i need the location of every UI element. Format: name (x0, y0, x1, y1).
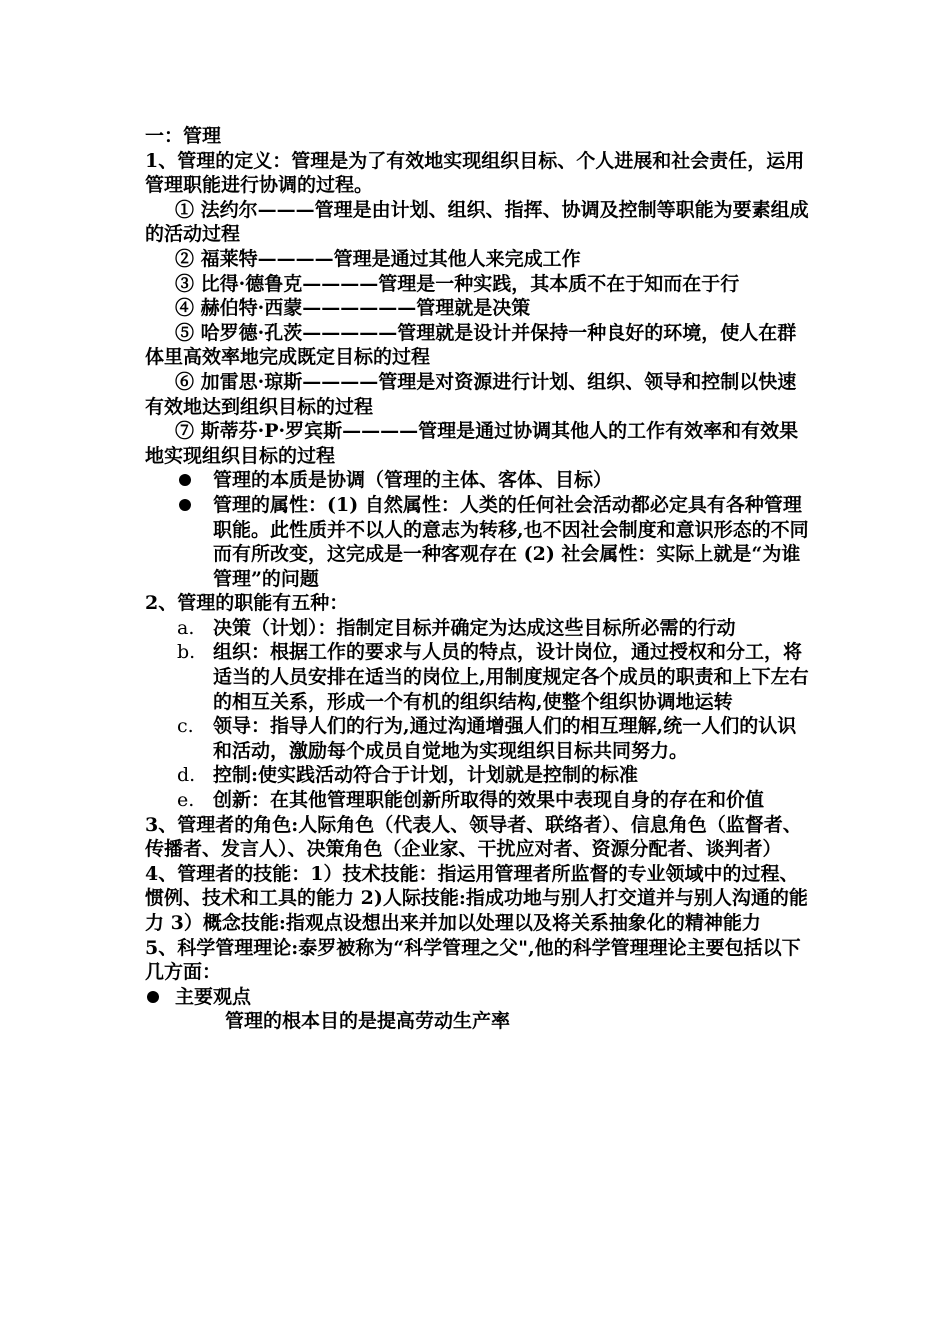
function-item (145, 714, 810, 763)
list-marker: a. (177, 616, 195, 639)
bullet-text: 管理的属性：(1) 自然属性：人类的任何社会活动都必定具有各种管理职能。此性质并不以人的意志为转移,也不因社会制度和意识形态的不同而有所改变，这完成是一种客观存在 (2) 社会属性：实际上就是“为谁管理”的问题 (213, 493, 809, 590)
function-text: 组织：根据工作的要求与人员的特点，设计岗位，通过授权和分工，将适当的人员安排在适当的岗位上,用制度规定各个成员的职责和上下左右的相互关系，形成一个有机的组织结构,使整个组织协调地运转 (213, 641, 809, 713)
section-heading: 一：管理 (145, 125, 222, 147)
definition-item: ⑥ 加雷思·琼斯————管理是对资源进行计划、组织、领导和控制以快速有效地达到组织目标的过程 (145, 370, 797, 418)
definition-item: ④ 赫伯特·西蒙——————管理就是决策 (175, 297, 531, 320)
bullet-text: 主要观点 (175, 985, 252, 1008)
function-item (145, 640, 810, 714)
skills-paragraph: 4、管理者的技能：1）技术技能：指运用管理者所监督的专业领域中的过程、惯例、技术和工具的能力 2)人际技能:指成功地与别人打交道并与别人沟通的能力 3）概念技能:指观点设想出来并加以处理以及将关系抽象化的精神能力 (145, 862, 808, 934)
functions-intro: 2、管理的职能有五种： (145, 592, 349, 615)
function-text: 领导：指导人们的行为,通过沟通增强人们的相互理解,统一人们的认识和活动，激励每个成员自觉地为实现组织目标共同努力。 (213, 715, 797, 762)
definition-item: ② 福莱特————管理是通过其他人来完成工作 (175, 247, 581, 270)
bullet-dot-icon (179, 499, 191, 511)
definition-item: ③ 比得·德鲁克————管理是一种实践，其本质不在于知而在于行 (175, 272, 740, 295)
list-marker: e. (177, 789, 195, 812)
roles-paragraph: 3、管理者的角色:人际角色（代表人、领导者、联络者）、信息角色（监督者、传播者、发言人）、决策角色（企业家、干扰应对者、资源分配者、谈判者） (145, 813, 802, 861)
document-body (145, 124, 810, 1034)
bullet-item (145, 468, 810, 493)
bullet-item (145, 985, 810, 1010)
scientific-management-intro: 5、科学管理理论:泰罗被称为“科学管理之父",他的科学管理理论主要包括以下几方面： (145, 936, 801, 984)
list-marker: b. (177, 641, 196, 664)
definition-item: ⑤ 哈罗德·孔茨—————管理就是设计并保持一种良好的环境，使人在群体里高效率地完成既定目标的过程 (145, 321, 797, 369)
list-marker: c. (177, 715, 194, 738)
definition-item: ① 法约尔———管理是由计划、组织、指挥、协调及控制等职能为要素组成的活动过程 (145, 198, 809, 246)
function-item (145, 763, 810, 788)
function-item (145, 788, 810, 813)
definition-item: ⑦ 斯蒂芬·P·罗宾斯————管理是通过协调其他人的工作有效率和有效果地实现组织目标的过程 (145, 420, 799, 467)
bullet-dot-icon (147, 991, 159, 1003)
bullet-text: 管理的本质是协调（管理的主体、客体、目标） (213, 469, 613, 492)
function-text: 控制:使实践活动符合于计划，计划就是控制的标准 (213, 764, 639, 787)
bullet-item (145, 493, 810, 591)
function-item (145, 616, 810, 641)
list-marker: d. (177, 764, 196, 787)
function-text: 创新：在其他管理职能创新所取得的效果中表现自身的存在和价值 (213, 789, 765, 812)
sub-point: 管理的根本目的是提高劳动生产率 (225, 1010, 511, 1033)
function-text: 决策（计划）：指制定目标并确定为达成这些目标所必需的行动 (213, 616, 736, 639)
definition-intro: 1、管理的定义：管理是为了有效地实现组织目标、个人进展和社会责任，运用管理职能进行协调的过程。 (145, 149, 805, 197)
bullet-dot-icon (179, 474, 191, 486)
